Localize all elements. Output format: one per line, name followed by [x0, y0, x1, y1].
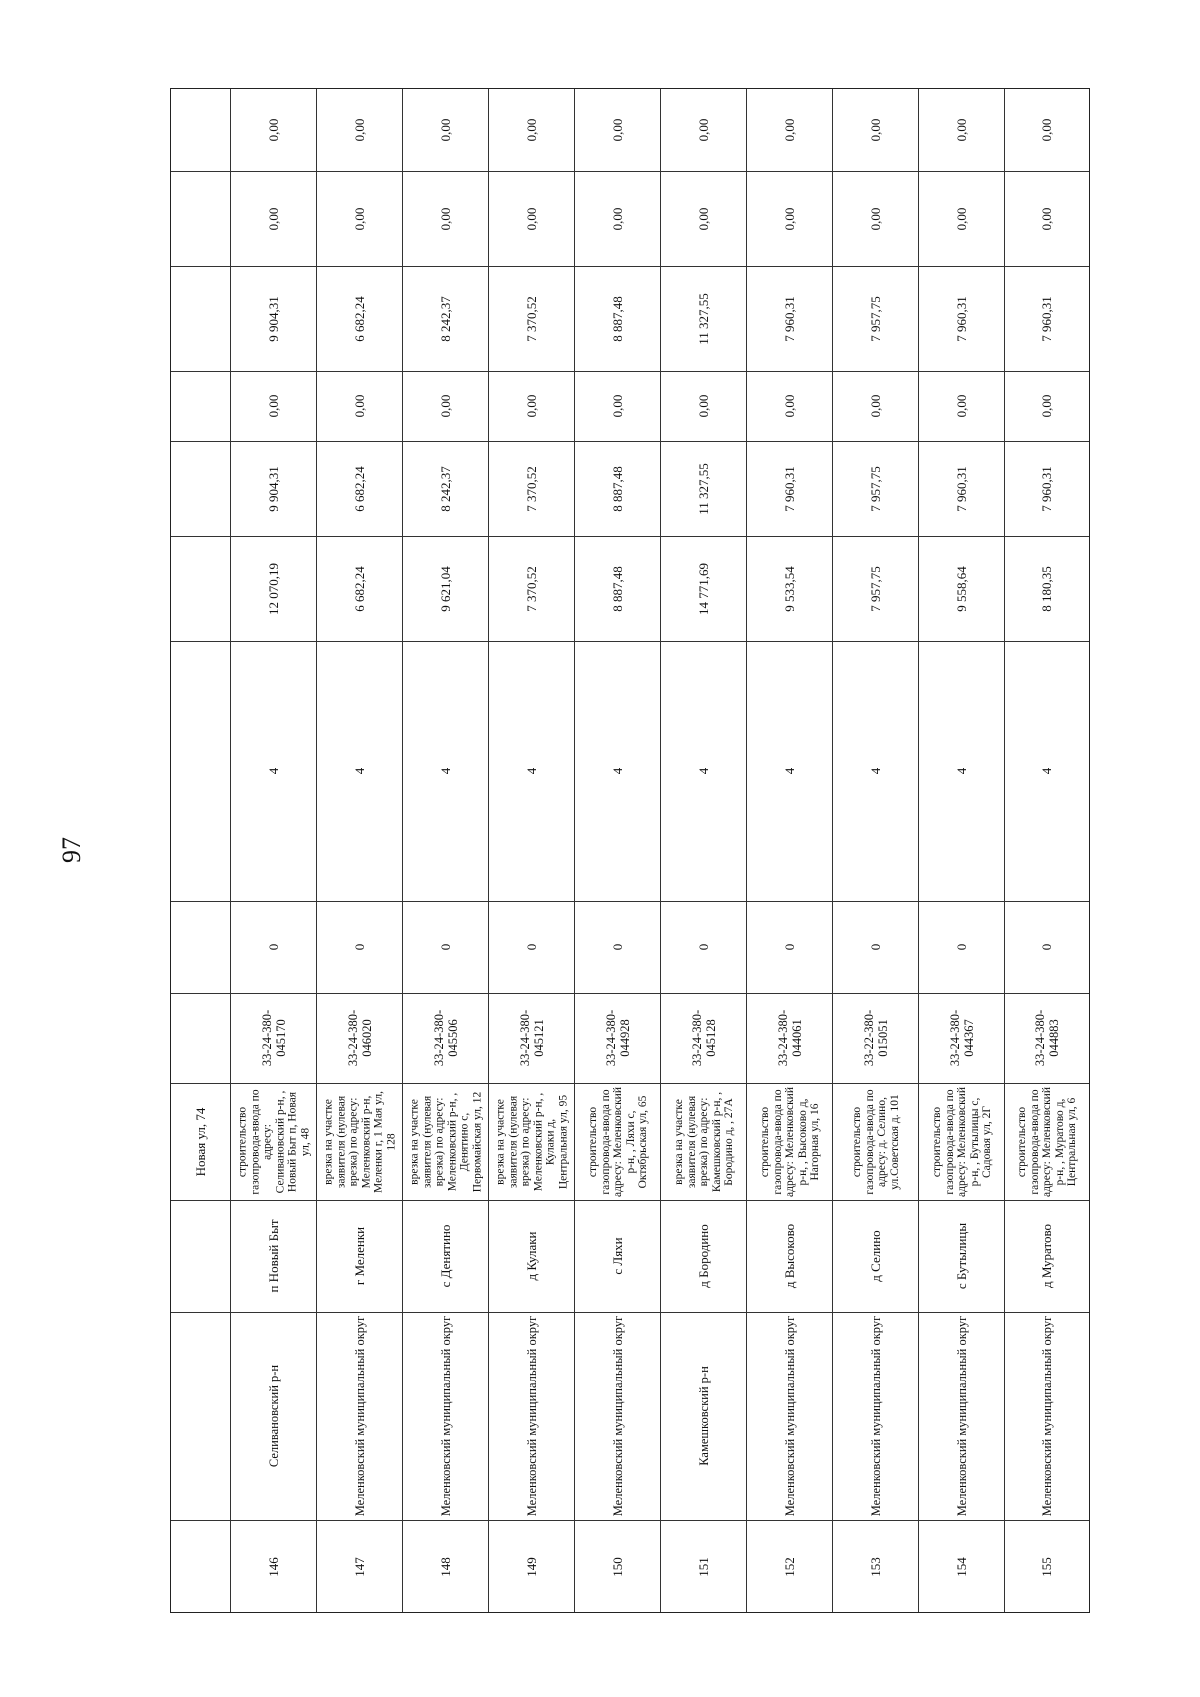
- settlement-text: д Муратово: [1039, 1223, 1054, 1289]
- cell-district: [231, 1312, 316, 1520]
- cell-c1: [403, 901, 488, 993]
- continuation-address: Новая ул, 74: [193, 1107, 208, 1176]
- cell-description: [575, 1083, 660, 1200]
- c2-text: 4: [867, 767, 883, 775]
- cell-num: [317, 1520, 402, 1612]
- cell-cadastre: [575, 993, 660, 1083]
- description-text: строительство газопровода-ввода по адресу: Меленковский р-н, , Высоково д, Нагорная ул, 16: [758, 1086, 821, 1197]
- cell-district: [919, 1312, 1004, 1520]
- cell-v3: [575, 371, 660, 441]
- district-text: Меленковский муниципальный округ: [954, 1315, 969, 1517]
- v1-text: 9 533,54: [781, 565, 797, 612]
- settlement-text: с Бутылицы: [953, 1222, 969, 1290]
- c2-text: 4: [437, 767, 453, 775]
- v5-text: 0,00: [437, 207, 453, 230]
- cell-v3: [403, 371, 488, 441]
- v4-text: 8 887,48: [609, 295, 625, 342]
- v5-text: 0,00: [781, 207, 797, 230]
- cell-v2: [489, 441, 574, 536]
- num-text: 154: [953, 1557, 969, 1577]
- cell-v1: [747, 536, 832, 641]
- cadastre-text: 33-24-380-045506: [431, 1009, 460, 1067]
- cell-cadastre: [833, 993, 918, 1083]
- v4-text: 7 960,31: [953, 295, 969, 342]
- cell-v4: [833, 266, 918, 371]
- cell-v3: [231, 371, 316, 441]
- v3-text: 0,00: [953, 394, 969, 418]
- settlement-text: д Высоково: [781, 1223, 797, 1289]
- v4-text: 7 370,52: [523, 295, 539, 342]
- cell-v5: [231, 171, 316, 266]
- v1-text: 7 957,75: [867, 565, 883, 612]
- district-text: Камешковский р-н: [696, 1366, 711, 1466]
- cell-settlement: [575, 1200, 660, 1312]
- v1-text: 7 370,52: [523, 565, 539, 612]
- cell-v5: [833, 171, 918, 266]
- cell-c2: [1005, 641, 1089, 901]
- table-row: [231, 89, 317, 1612]
- v3-text: 0,00: [437, 394, 453, 418]
- cell-v1: [919, 536, 1004, 641]
- v2-text: 9 904,31: [265, 465, 281, 512]
- cell-v4: [403, 266, 488, 371]
- cell-description: [661, 1083, 746, 1200]
- v5-text: 0,00: [523, 207, 539, 230]
- cell-cadastre: [403, 993, 488, 1083]
- cell-v6: [919, 89, 1004, 171]
- num-text: 148: [437, 1557, 453, 1577]
- cell-v3: [833, 371, 918, 441]
- cell-settlement: [489, 1200, 574, 1312]
- district-text: Меленковский муниципальный округ: [610, 1315, 625, 1517]
- cell-v2: [231, 441, 316, 536]
- cell-num: [231, 1520, 316, 1612]
- cell-v1: [231, 536, 316, 641]
- cell-v4: [489, 266, 574, 371]
- c2-text: 4: [523, 767, 539, 775]
- cell-v6: [231, 89, 316, 171]
- v5-text: 0,00: [265, 207, 281, 230]
- v2-text: 7 960,31: [953, 465, 969, 512]
- cell-v3: [489, 371, 574, 441]
- v6-text: 0,00: [695, 118, 711, 142]
- v5-text: 0,00: [695, 207, 711, 230]
- cell-v6: [403, 89, 488, 171]
- v3-text: 0,00: [867, 394, 883, 418]
- table-row: [403, 89, 489, 1612]
- cell-v1: [661, 536, 746, 641]
- c2-text: 4: [265, 767, 281, 775]
- district-text: Меленковский муниципальный округ: [868, 1315, 883, 1517]
- cell-num: [1005, 1520, 1089, 1612]
- cell-v2: [403, 441, 488, 536]
- cell-district: [833, 1312, 918, 1520]
- cell-c2: [489, 641, 574, 901]
- cell-v5: [403, 171, 488, 266]
- description-text: строительство газопровода-ввода по адресу: Меленковский р-н, , Ляхи с, Октябрьская ул, 65: [586, 1086, 649, 1197]
- c1-text: 0: [953, 943, 969, 951]
- cell-v4: [317, 266, 402, 371]
- c1-text: 0: [351, 943, 367, 951]
- settlement-text: д Бородино: [695, 1224, 711, 1288]
- cell-description: [403, 1083, 488, 1200]
- v4-text: 8 242,37: [437, 295, 453, 342]
- cell-c2: [833, 641, 918, 901]
- district-text: Меленковский муниципальный округ: [438, 1315, 453, 1517]
- cadastre-text: 33-24-380-044061: [775, 1009, 804, 1067]
- cell-v1: [1005, 536, 1089, 641]
- cell-v4: [747, 266, 832, 371]
- v2-text: 7 960,31: [781, 465, 797, 512]
- cell-district: [747, 1312, 832, 1520]
- cell-c1: [833, 901, 918, 993]
- v1-text: 14 771,69: [695, 562, 711, 615]
- description-text: врезка на участке заявителя (нулевая врезка) по адресу: Меленковский р-н, Меленки г, 1 Мая ул, 128: [322, 1090, 397, 1193]
- cell-num: [489, 1520, 574, 1612]
- v6-text: 0,00: [867, 118, 883, 142]
- cell-v6: [747, 89, 832, 171]
- page-number: 97: [57, 837, 86, 863]
- cell-cadastre: [661, 993, 746, 1083]
- num-text: 147: [351, 1557, 367, 1577]
- v5-text: 0,00: [609, 207, 625, 230]
- cell-v3: [747, 371, 832, 441]
- num-text: 149: [523, 1557, 539, 1577]
- v6-text: 0,00: [609, 118, 625, 142]
- cell-v1: [575, 536, 660, 641]
- cell-description: [833, 1083, 918, 1200]
- v2-text: 7 957,75: [867, 465, 883, 512]
- district-text: Меленковский муниципальный округ: [782, 1315, 797, 1517]
- cell-settlement: [231, 1200, 316, 1312]
- cell-settlement: [919, 1200, 1004, 1312]
- cell-v5: [661, 171, 746, 266]
- v6-text: 0,00: [523, 118, 539, 142]
- cadastre-text: 33-24-380-046020: [345, 1009, 374, 1067]
- c1-text: 0: [609, 943, 625, 951]
- v3-text: 0,00: [609, 394, 625, 418]
- c2-text: 4: [609, 767, 625, 775]
- cell-v5: [919, 171, 1004, 266]
- v6-text: 0,00: [265, 118, 281, 142]
- cell-num: [661, 1520, 746, 1612]
- cell-v2: [1005, 441, 1089, 536]
- cell-district: [575, 1312, 660, 1520]
- num-text: 155: [1039, 1557, 1054, 1577]
- v2-text: 8 887,48: [609, 465, 625, 512]
- cell-num: [919, 1520, 1004, 1612]
- cell-settlement: [403, 1200, 488, 1312]
- cell-settlement: [1005, 1200, 1089, 1312]
- c2-text: 4: [781, 767, 797, 775]
- cadastre-text: 33-24-380-044367: [947, 1009, 976, 1067]
- v4-text: 7 960,31: [781, 295, 797, 342]
- cell-description: [489, 1083, 574, 1200]
- v2-text: 8 242,37: [437, 465, 453, 512]
- cell-v4: [661, 266, 746, 371]
- cell-v1: [317, 536, 402, 641]
- cell-cadastre: [317, 993, 402, 1083]
- settlement-text: п Новый Быт: [265, 1219, 281, 1293]
- v5-text: 0,00: [867, 207, 883, 230]
- cell-v6: [661, 89, 746, 171]
- table: [170, 88, 1090, 1613]
- cell-c2: [231, 641, 316, 901]
- num-text: 150: [609, 1557, 625, 1577]
- settlement-text: д Селино: [867, 1230, 883, 1282]
- cell-v3: [317, 371, 402, 441]
- v4-text: 11 327,55: [695, 292, 711, 345]
- num-text: 152: [781, 1557, 797, 1577]
- v2-text: 11 327,55: [695, 462, 711, 515]
- cell-description: [317, 1083, 402, 1200]
- cell-v1: [833, 536, 918, 641]
- v5-text: 0,00: [953, 207, 969, 230]
- cell-settlement: [317, 1200, 402, 1312]
- v2-text: 7 370,52: [523, 465, 539, 512]
- cell-c1: [919, 901, 1004, 993]
- description-text: строительство газопровода-ввода по адресу: Селивановский р-н, , Новый Быт п, Новая ул, 48: [236, 1088, 311, 1195]
- description-text: строительство газопровода-ввода по адресу: д. Селино, ул.Советская д. 101: [850, 1088, 900, 1195]
- v4-text: 7 960,31: [1039, 295, 1054, 342]
- v5-text: 0,00: [1039, 207, 1054, 230]
- num-text: 153: [867, 1557, 883, 1577]
- table-row: [747, 89, 833, 1612]
- cell-c1: [231, 901, 316, 993]
- table-row: [317, 89, 403, 1612]
- settlement-text: г Меленки: [351, 1226, 367, 1286]
- cell-num: [747, 1520, 832, 1612]
- cell-v5: [575, 171, 660, 266]
- cell-v2: [575, 441, 660, 536]
- cell-v6: [1005, 89, 1089, 171]
- cell-district: [317, 1312, 402, 1520]
- cell-district: [1005, 1312, 1089, 1520]
- district-text: Меленковский муниципальный округ: [1040, 1315, 1054, 1517]
- v5-text: 0,00: [351, 207, 367, 230]
- v6-text: 0,00: [781, 118, 797, 142]
- cell-v3: [661, 371, 746, 441]
- cell-v4: [1005, 266, 1089, 371]
- table-row: [489, 89, 575, 1612]
- cell-v3: [919, 371, 1004, 441]
- table-row: [833, 89, 919, 1612]
- v4-text: 6 682,24: [351, 295, 367, 342]
- v2-text: 7 960,31: [1039, 465, 1054, 512]
- cell-c1: [747, 901, 832, 993]
- cell-description: [1005, 1083, 1089, 1200]
- cell-settlement: [747, 1200, 832, 1312]
- c2-text: 4: [1039, 767, 1054, 775]
- cell-v2: [833, 441, 918, 536]
- cell-v2: [747, 441, 832, 536]
- cell-c1: [489, 901, 574, 993]
- cell-num: [833, 1520, 918, 1612]
- c1-text: 0: [867, 943, 883, 951]
- cell-v4: [575, 266, 660, 371]
- cell-c2: [747, 641, 832, 901]
- continuation-strip: [171, 89, 231, 1612]
- v3-text: 0,00: [1039, 394, 1054, 418]
- cell-cadastre: [231, 993, 316, 1083]
- v3-text: 0,00: [695, 394, 711, 418]
- c1-text: 0: [523, 943, 539, 951]
- cell-v3: [1005, 371, 1089, 441]
- cell-v2: [317, 441, 402, 536]
- v6-text: 0,00: [1039, 118, 1054, 142]
- cell-num: [575, 1520, 660, 1612]
- cadastre-text: 33-22-380-015051: [861, 1009, 890, 1067]
- settlement-text: с Ляхи: [609, 1237, 625, 1275]
- v1-text: 12 070,19: [265, 562, 281, 615]
- cell-v5: [317, 171, 402, 266]
- c1-text: 0: [437, 943, 453, 951]
- v2-text: 6 682,24: [351, 465, 367, 512]
- cell-v6: [489, 89, 574, 171]
- settlement-text: д Кулаки: [523, 1231, 539, 1281]
- description-text: строительство газопровода-ввода по адресу: Меленковский р-н, , Муратово д, Центральная ул, 6: [1015, 1086, 1078, 1197]
- cell-c2: [317, 641, 402, 901]
- cell-cadastre: [747, 993, 832, 1083]
- cell-settlement: [661, 1200, 746, 1312]
- cell-c1: [661, 901, 746, 993]
- cell-district: [661, 1312, 746, 1520]
- continuation-address-cell: [171, 1083, 231, 1200]
- num-text: 146: [265, 1557, 281, 1577]
- v6-text: 0,00: [437, 118, 453, 142]
- cell-cadastre: [489, 993, 574, 1083]
- v6-text: 0,00: [953, 118, 969, 142]
- district-text: Меленковский муниципальный округ: [524, 1315, 539, 1517]
- v1-text: 8 887,48: [609, 565, 625, 612]
- description-text: врезка на участке заявителя (нулевая врезка) по адресу: Меленковский р-н, , Денятино с, Первомайская ул, 12: [408, 1091, 483, 1192]
- c2-text: 4: [351, 767, 367, 775]
- c2-text: 4: [695, 767, 711, 775]
- district-text: Меленковский муниципальный округ: [352, 1315, 367, 1517]
- cadastre-text: 33-24-380-044928: [603, 1009, 632, 1067]
- cell-c1: [317, 901, 402, 993]
- num-text: 151: [695, 1557, 711, 1577]
- cadastre-text: 33-24-380-045170: [259, 1009, 288, 1067]
- v4-text: 9 904,31: [265, 295, 281, 342]
- cadastre-text: 33-24-380-045128: [689, 1009, 718, 1067]
- v1-text: 9 558,64: [953, 565, 969, 612]
- table-row: [919, 89, 1005, 1612]
- table-row: [575, 89, 661, 1612]
- description-text: строительство газопровода-ввода по адресу: Меленковский р-н, , Бутылицы с, Садовая ул, 2Г: [930, 1086, 993, 1197]
- v1-text: 6 682,24: [351, 565, 367, 612]
- cadastre-text: 33-24-380-045121: [517, 1009, 546, 1067]
- cell-v5: [1005, 171, 1089, 266]
- cell-v2: [919, 441, 1004, 536]
- cell-v5: [747, 171, 832, 266]
- v6-text: 0,00: [351, 118, 367, 142]
- cell-v1: [489, 536, 574, 641]
- cell-cadastre: [1005, 993, 1089, 1083]
- v3-text: 0,00: [781, 394, 797, 418]
- cell-description: [231, 1083, 316, 1200]
- c2-text: 4: [953, 767, 969, 775]
- c1-text: 0: [781, 943, 797, 951]
- district-text: Селивановский р-н: [266, 1364, 281, 1468]
- v3-text: 0,00: [265, 394, 281, 418]
- cell-v6: [575, 89, 660, 171]
- table-row: [661, 89, 747, 1612]
- description-text: врезка на участке заявителя (нулевая врезка) по адресу: Камешковский р-н, , Бородино д, , 27А: [672, 1091, 735, 1192]
- cell-v1: [403, 536, 488, 641]
- c1-text: 0: [1039, 943, 1054, 951]
- c1-text: 0: [695, 943, 711, 951]
- v1-text: 8 180,35: [1039, 565, 1054, 612]
- cell-c2: [919, 641, 1004, 901]
- cell-v6: [317, 89, 402, 171]
- table-row: [1005, 89, 1089, 1612]
- cell-v2: [661, 441, 746, 536]
- cell-district: [403, 1312, 488, 1520]
- cell-c2: [403, 641, 488, 901]
- cell-settlement: [833, 1200, 918, 1312]
- cell-description: [747, 1083, 832, 1200]
- v1-text: 9 621,04: [437, 565, 453, 612]
- cadastre-text: 33-24-380-044883: [1033, 1009, 1061, 1067]
- cell-v4: [919, 266, 1004, 371]
- cell-c2: [575, 641, 660, 901]
- v4-text: 7 957,75: [867, 295, 883, 342]
- cell-c2: [661, 641, 746, 901]
- settlement-text: с Денятино: [437, 1224, 453, 1288]
- c1-text: 0: [265, 943, 281, 951]
- v3-text: 0,00: [351, 394, 367, 418]
- description-text: врезка на участке заявителя (нулевая врезка) по адресу: Меленковский р-н, , Кулаки д, Центральная ул, 95: [494, 1092, 569, 1191]
- cell-v6: [833, 89, 918, 171]
- cell-description: [919, 1083, 1004, 1200]
- v3-text: 0,00: [523, 394, 539, 418]
- cell-c1: [1005, 901, 1089, 993]
- cell-c1: [575, 901, 660, 993]
- cell-cadastre: [919, 993, 1004, 1083]
- cell-v4: [231, 266, 316, 371]
- cell-district: [489, 1312, 574, 1520]
- cell-v5: [489, 171, 574, 266]
- cell-num: [403, 1520, 488, 1612]
